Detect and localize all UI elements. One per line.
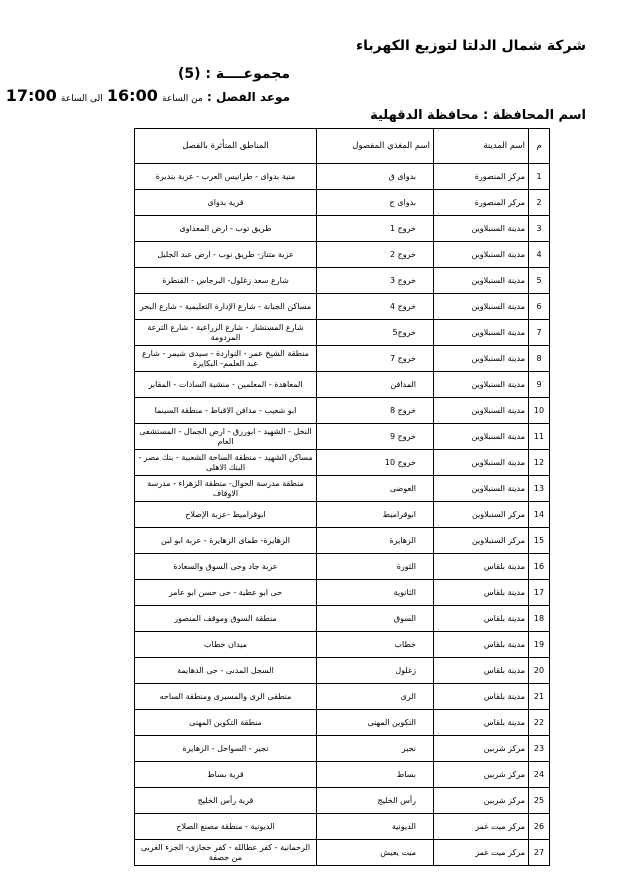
row-num: 17: [529, 580, 550, 606]
row-areas: منطقة التكوين المهنى: [135, 710, 317, 736]
row-feeder: [317, 658, 434, 684]
row-city: مدينة بلقاس: [434, 632, 529, 658]
table-row: [135, 762, 550, 788]
feeder-text: خروج5: [392, 327, 416, 337]
row-num: 6: [529, 294, 550, 320]
table-row: [135, 268, 550, 294]
row-city: مدينة السنبلاوين: [434, 398, 529, 424]
header-num: م: [529, 129, 550, 164]
row-num: 2: [529, 190, 550, 216]
table-row: [135, 398, 550, 424]
table-header-row: [135, 129, 550, 164]
row-areas: قرية بدواى: [135, 190, 317, 216]
row-areas: الديونية - منطقة مصنع الصلاح: [135, 814, 317, 840]
table-row: [135, 606, 550, 632]
row-city: مدينة السنبلاوين: [434, 320, 529, 346]
row-city: مركز المنصورة: [434, 190, 529, 216]
row-feeder: [317, 606, 434, 632]
row-num: 9: [529, 372, 550, 398]
row-city: مدينة السنبلاوين: [434, 242, 529, 268]
table-row: [135, 294, 550, 320]
row-areas: منطقة مدرسة الحوال- منطقة الزهراء - مدرسة الاوقاف: [135, 476, 317, 502]
row-city: مدينة السنبلاوين: [434, 216, 529, 242]
row-feeder: [317, 528, 434, 554]
table-row: [135, 814, 550, 840]
row-num: 20: [529, 658, 550, 684]
row-num: 7: [529, 320, 550, 346]
row-num: 10: [529, 398, 550, 424]
row-areas: مساكن الجبانة - شارع الإدارة التعليمية - شارع البحر: [135, 294, 317, 320]
feeder-text: خروج 3: [389, 275, 416, 285]
row-feeder: [317, 788, 434, 814]
row-areas: عزبة متناز- طريق نوب - ارض عبد الجليل: [135, 242, 317, 268]
row-areas: ميدان خطاب: [135, 632, 317, 658]
row-feeder: [317, 502, 434, 528]
row-areas: نجير - السواحل - الزهايرة: [135, 736, 317, 762]
row-areas: المعاهدة - المعلمين - منشية السادات - المقابر: [135, 372, 317, 398]
row-city: مدينة بلقاس: [434, 710, 529, 736]
row-num: 18: [529, 606, 550, 632]
row-feeder: [317, 554, 434, 580]
feeder-text: الثورة: [396, 561, 416, 571]
row-feeder: [317, 710, 434, 736]
row-city: مدينة السنبلاوين: [434, 268, 529, 294]
feeder-text: خطاب: [394, 639, 416, 649]
row-feeder: [317, 450, 434, 476]
row-feeder: [317, 372, 434, 398]
row-num: 4: [529, 242, 550, 268]
table-row: [135, 502, 550, 528]
row-areas: طريق توب - ارض المعداوى: [135, 216, 317, 242]
row-feeder: [317, 190, 434, 216]
row-num: 27: [529, 840, 550, 866]
row-feeder: [317, 580, 434, 606]
table-row: [135, 476, 550, 502]
feeder-text: السوق: [393, 613, 416, 623]
group-line: [178, 66, 290, 82]
row-feeder: [317, 320, 434, 346]
row-feeder: [317, 762, 434, 788]
row-city: مدينة السنبلاوين: [434, 372, 529, 398]
feeder-text: بساط: [396, 769, 416, 779]
governorate-title: اسم المحافظة : محافظة الدقهلية: [370, 108, 586, 123]
table-row: [135, 788, 550, 814]
row-num: 16: [529, 554, 550, 580]
table-row: [135, 580, 550, 606]
row-city: مدينة بلقاس: [434, 658, 529, 684]
row-areas: حى ابو عطية - حى حسن ابو عامر: [135, 580, 317, 606]
row-city: مدينة السنبلاوين: [434, 450, 529, 476]
feeder-text: خروج 9: [389, 431, 416, 441]
row-num: 22: [529, 710, 550, 736]
row-areas: منطقة السوق وموقف المنصور: [135, 606, 317, 632]
row-areas: عزبة جاد وحى السوق والسعادة: [135, 554, 317, 580]
row-num: 13: [529, 476, 550, 502]
schedule-label: موعد الفصل :: [206, 90, 290, 104]
table-row: [135, 450, 550, 476]
schedule-line: [6, 86, 290, 105]
row-feeder: [317, 814, 434, 840]
row-areas: مساكن الشهيد - منطقة الساحة الشعبية - بنك مصر - البنك الاهلى: [135, 450, 317, 476]
feeder-text: خروج 2: [389, 249, 416, 259]
row-city: مدينة السنبلاوين: [434, 294, 529, 320]
row-areas: ابوقراميط -عزبة الإصلاح: [135, 502, 317, 528]
row-feeder: [317, 242, 434, 268]
company-name: شركة شمال الدلتا لتوزيع الكهرباء: [356, 38, 586, 54]
feeder-text: خروج 7: [389, 353, 416, 363]
row-city: مركز شربين: [434, 736, 529, 762]
row-num: 5: [529, 268, 550, 294]
outage-table: [134, 128, 550, 866]
row-feeder: [317, 268, 434, 294]
table-row: [135, 372, 550, 398]
row-num: 25: [529, 788, 550, 814]
table-row: [135, 632, 550, 658]
row-feeder: [317, 346, 434, 372]
row-city: مدينة بلقاس: [434, 684, 529, 710]
table-row: [135, 840, 550, 866]
row-num: 21: [529, 684, 550, 710]
row-city: مدينة السنبلاوين: [434, 346, 529, 372]
row-city: مركز شربين: [434, 788, 529, 814]
row-city: مركز ميت غمر: [434, 814, 529, 840]
table-row: [135, 216, 550, 242]
row-areas: قرية بساط: [135, 762, 317, 788]
table-row: [135, 710, 550, 736]
row-city: مدينة بلقاس: [434, 580, 529, 606]
row-areas: ابو شعيب - مدافن الاقباط - منطقة السينما: [135, 398, 317, 424]
feeder-text: التكوين المهنى: [367, 717, 416, 727]
to-time: 17:00: [5, 86, 57, 105]
row-feeder: [317, 476, 434, 502]
feeder-text: الثانوية: [393, 587, 416, 597]
row-areas: شارع سعد زغلول- البرجاس - القنطرة: [135, 268, 317, 294]
table-row: [135, 242, 550, 268]
row-num: 24: [529, 762, 550, 788]
from-label: من الساعة: [162, 94, 203, 104]
row-city: مدينة السنبلاوين: [434, 424, 529, 450]
row-city: مركز شربين: [434, 762, 529, 788]
row-num: 23: [529, 736, 550, 762]
row-num: 1: [529, 164, 550, 190]
row-feeder: [317, 632, 434, 658]
table-row: [135, 320, 550, 346]
table-row: [135, 684, 550, 710]
row-city: مدينة السنبلاوين: [434, 476, 529, 502]
row-areas: الزهايرة- طماى الزهايرة - عزبة ابو لبن: [135, 528, 317, 554]
feeder-text: بدواى ق: [388, 171, 416, 181]
row-areas: منطقة الشيخ عمر - النواردة - سيدى شيمر - شارع عبد العلمم- البكايرة: [135, 346, 317, 372]
row-areas: قرية رأس الخليج: [135, 788, 317, 814]
row-areas: شارع المستشار - شارع الزراعية - شارع الترعة المردومة: [135, 320, 317, 346]
feeder-text: خروج 4: [389, 301, 416, 311]
table-row: [135, 424, 550, 450]
table-row: [135, 164, 550, 190]
table-row: [135, 658, 550, 684]
feeder-text: خروج 1: [389, 223, 416, 233]
feeder-text: الزهايرة: [389, 535, 416, 545]
group-value: (5): [177, 66, 201, 82]
row-feeder: [317, 216, 434, 242]
row-areas: منية بدواى - طرانيس العرب - عزبة بنديرة: [135, 164, 317, 190]
row-city: مركز السنبلاوين: [434, 528, 529, 554]
feeder-text: ميت يعيش: [380, 847, 416, 857]
feeder-text: ابوقراميط: [382, 509, 416, 519]
row-city: مركز ميت غمر: [434, 840, 529, 866]
row-num: 8: [529, 346, 550, 372]
row-areas: النخل - الشهيد - ابورزق - ارض الجمال - المستشفى العام: [135, 424, 317, 450]
row-city: مدينة بلقاس: [434, 554, 529, 580]
feeder-text: خروج 8: [389, 405, 416, 415]
feeder-text: المدافن: [390, 379, 416, 389]
row-feeder: [317, 398, 434, 424]
feeder-text: الرى: [400, 691, 416, 701]
row-num: 12: [529, 450, 550, 476]
feeder-text: العوضى: [389, 483, 416, 493]
table-row: [135, 528, 550, 554]
row-num: 3: [529, 216, 550, 242]
table-row: [135, 190, 550, 216]
row-feeder: [317, 294, 434, 320]
row-num: 11: [529, 424, 550, 450]
from-time: 16:00: [106, 86, 158, 105]
row-areas: الرحمانية - كفر عطالله - كفر حجازى- الجزء الغربى من جصفة: [135, 840, 317, 866]
row-city: مدينة بلقاس: [434, 606, 529, 632]
feeder-text: خروج 10: [384, 457, 416, 467]
row-num: 26: [529, 814, 550, 840]
header-areas: المناطق المتأثرة بالفصل: [135, 129, 317, 164]
row-areas: السجل المدنى - حى الدهايمة: [135, 658, 317, 684]
feeder-text: الديونية: [391, 821, 416, 831]
row-feeder: [317, 424, 434, 450]
row-areas: منطقى الرى والمسيرى ومنطقة الساحه: [135, 684, 317, 710]
row-feeder: [317, 684, 434, 710]
header-feeder: اسم المغذي المفصول: [317, 129, 434, 164]
table-row: [135, 554, 550, 580]
row-num: 19: [529, 632, 550, 658]
to-label: الى الساعة: [60, 94, 103, 104]
feeder-text: بدواى ج: [389, 197, 416, 207]
table-row: [135, 736, 550, 762]
row-feeder: [317, 164, 434, 190]
row-city: مركز المنصورة: [434, 164, 529, 190]
row-feeder: [317, 840, 434, 866]
row-feeder: [317, 736, 434, 762]
feeder-text: نجير: [401, 743, 416, 753]
row-num: 14: [529, 502, 550, 528]
table-row: [135, 346, 550, 372]
header-city: اسم المدينة: [434, 129, 529, 164]
feeder-text: رأس الخليج: [377, 795, 416, 805]
feeder-text: زغلول: [395, 665, 416, 675]
row-city: مركز السنبلاوين: [434, 502, 529, 528]
row-num: 15: [529, 528, 550, 554]
group-label: مجموعــــة :: [205, 66, 290, 82]
